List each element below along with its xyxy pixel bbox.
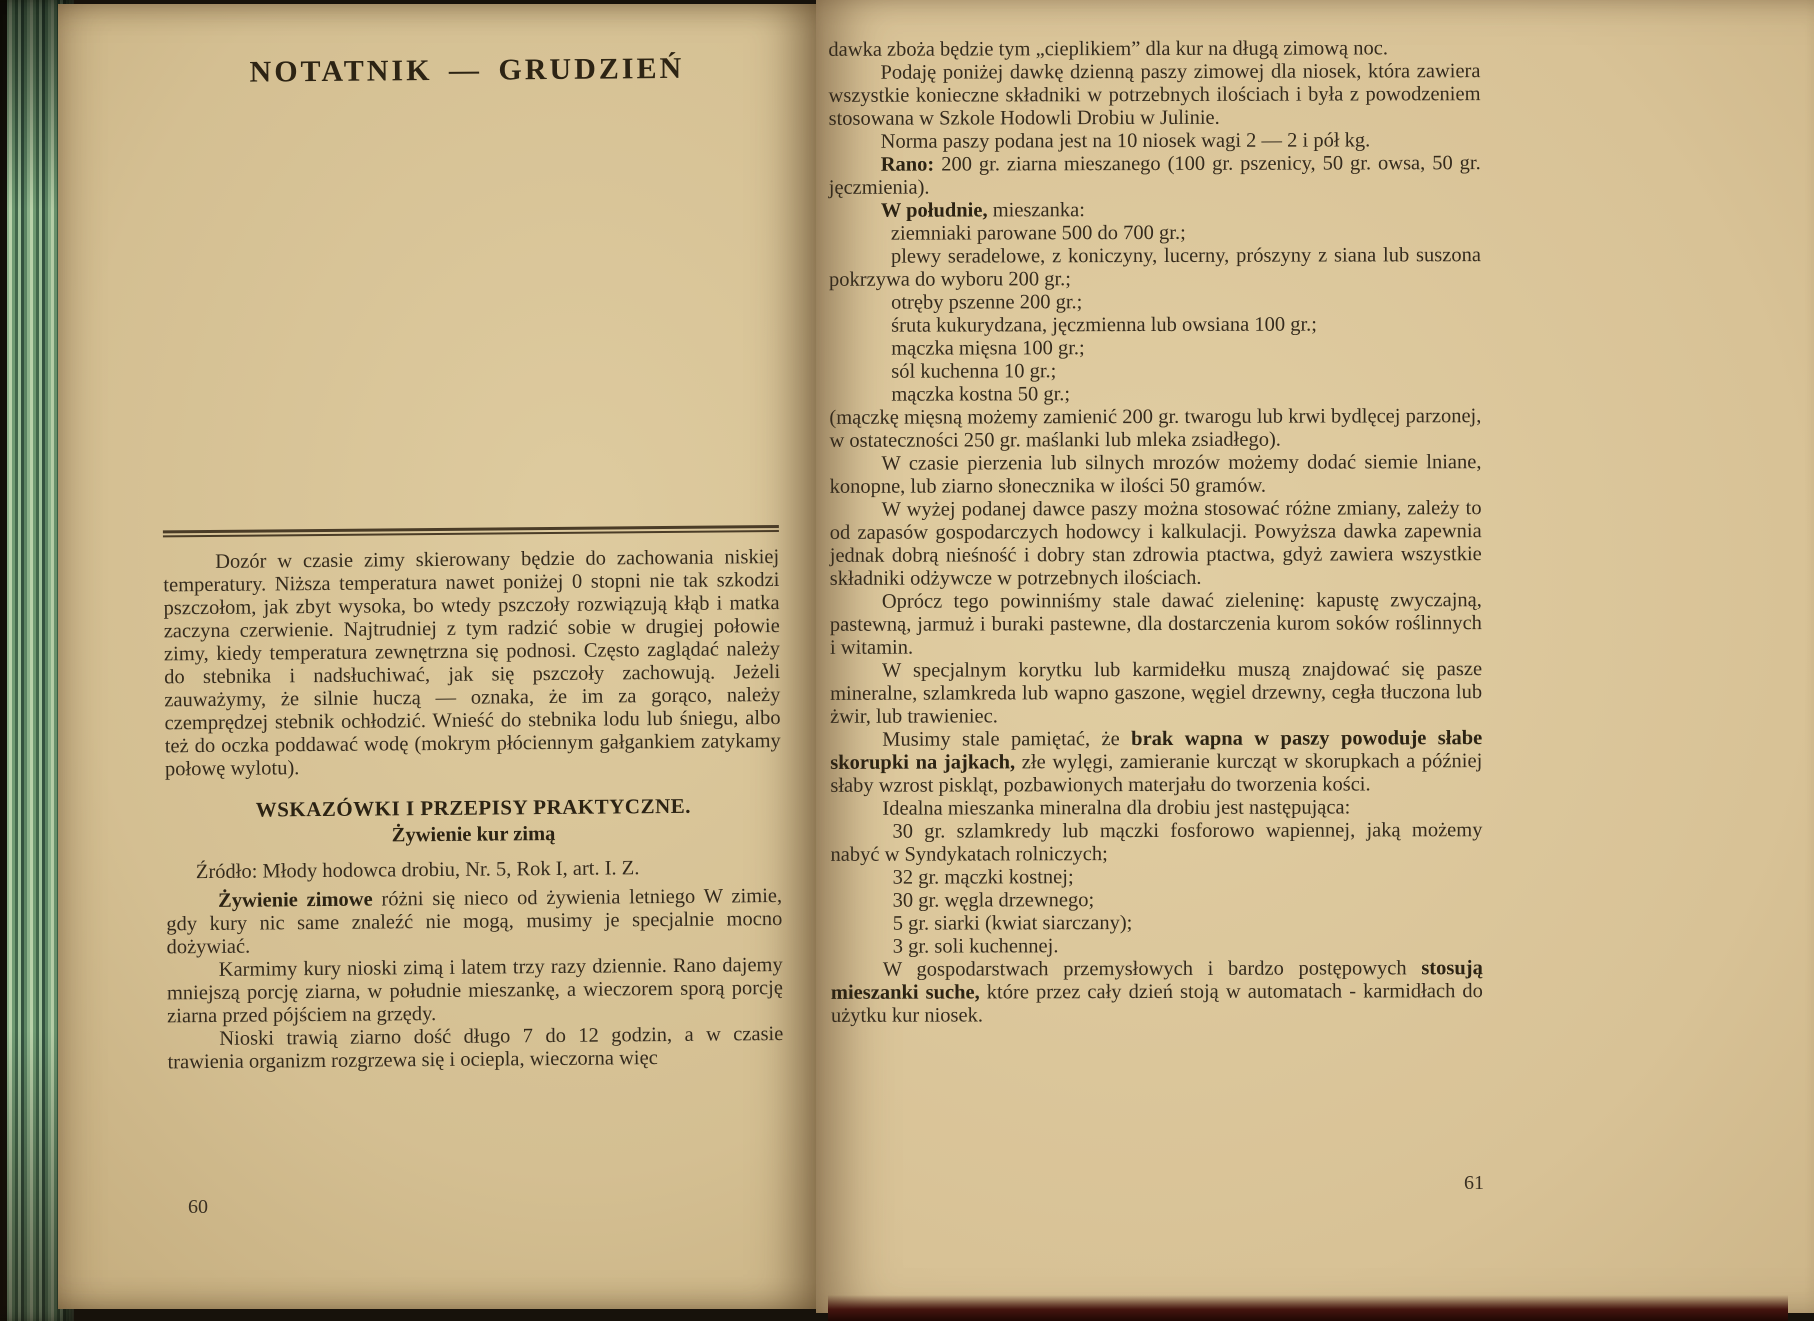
section-heading: WSKAZÓWKI I PRZEPISY PRAKTYCZNE.	[255, 793, 692, 822]
list-item: ziemniaki parowane 500 do 700 gr.;	[890, 221, 1186, 245]
paragraph: Rano: 200 gr. ziarna mieszanego (100 gr. pszenicy, 50 gr. owsa, 50 gr. jęczmienia).	[828, 152, 1481, 199]
sub-heading: Żywienie kur zimą	[391, 822, 556, 847]
paragraph: Dozór w czasie zimy skierowany będzie do zachowania niskiej temperatury. Niższa temperatura nawet poniżej 0 stopni nie tak szkodzi pszczołom, jak zbyt wysoka, bo wtedy pszczoły rozwiązują kłąb i matka zaczyna czerwienie. Najtrudniej z tym radzić sobie w drugiej połowie zimy, kiedy temperatura zewnętrzna się podnosi. Często zaglądać należy do stebnika i nadsłuchiwać, jak się pszczoły zachowują. Jeżeli zauważymy, że silnie huczą — oznaka, że im za gorąco, należy czemprędzej stebnik ochłodzić. Wnieść do stebnika lodu lub śniegu, albo też do oczka poddawać wodę (mokrym płóciennym gałgankiem zatykamy połowę wylotu).	[163, 546, 781, 781]
page-number-left: 60	[188, 1196, 208, 1218]
source-line: Źródło: Młody hodowca drobiu, Nr. 5, Rok I, art. I. Z.	[195, 857, 640, 884]
paragraph: dawka zboża będzie tym „cieplikiem” dla kur na długą zimową noc.	[828, 37, 1388, 61]
list-item: mączka kostna 50 gr.;	[891, 383, 1071, 406]
left-page-body	[163, 546, 784, 1074]
list-item: 30 gr. szlamkredy lub mączki fosforowo wapiennej, jaką możemy nabyć w Syndykatach rolniczych;	[830, 819, 1483, 866]
paragraph: W gospodarstwach przemysłowych i bardzo postępowych stosują mieszanki suche, które przez cały dzień stoją w automatach - karmidłach do użytku kur niosek.	[830, 957, 1483, 1027]
list-item: 30 gr. węgla drzewnego;	[892, 889, 1095, 912]
left-page	[58, 4, 816, 1309]
paragraph: Oprócz tego powinniśmy stale dawać zieleninę: kapustę zwyczajną, pastewną, jarmuż i buraki pastewne, dla dostarczenia kurom soków roślinnych i witamin.	[829, 589, 1482, 659]
blank-area	[159, 85, 779, 530]
page-title: NOTATNIK — GRUDZIEŃ	[249, 51, 685, 89]
cover-shadow	[828, 1295, 1788, 1321]
paragraph: Żywienie zimowe różni się nieco od żywienia letniego W zimie, gdy kury nic same znaleźć nie mogą, musimy je specjalnie mocno dożywiać.	[166, 884, 783, 959]
paragraph: Idealna mieszanka mineralna dla drobiu jest następująca:	[882, 796, 1351, 820]
list-item: plewy seradelowe, z koniczyny, lucerny, prószyny z siana lub suszona pokrzywa do wyboru 200 gr.;	[828, 244, 1481, 291]
list-item: 5 gr. siarki (kwiat siarczany);	[892, 912, 1133, 935]
list-item: śruta kukurydzana, jęczmienna lub owsiana 100 gr.;	[891, 313, 1317, 337]
list-item: 32 gr. mączki kostnej;	[892, 866, 1074, 889]
paragraph: Musimy stale pamiętać, że brak wapna w paszy powoduje słabe skorupki na jajkach, złe wylęgi, zamieranie kurcząt w skorupkach a później słaby wzrost piskląt, pozbawionych materjału do tworzenia kości.	[830, 727, 1483, 797]
list-item: otręby pszenne 200 gr.;	[891, 291, 1083, 314]
list-item: sól kuchenna 10 gr.;	[891, 360, 1057, 383]
right-page-body	[828, 37, 1483, 1028]
paragraph: W południe, mieszanka:	[880, 199, 1085, 222]
list-item: 3 gr. soli kuchennej.	[892, 935, 1059, 958]
page-number-right: 61	[1464, 1172, 1484, 1194]
right-page	[816, 0, 1814, 1313]
right-page-content	[814, 0, 1483, 1314]
paragraph: Podaję poniżej dawkę dzienną paszy zimowej dla niosek, która zawiera wszystkie konieczne składniki w potrzebnych ilościach i była z powodzeniem stosowana w Szkole Hodowli Drobiu w Julinie.	[828, 60, 1481, 130]
paragraph: Karmimy kury nioski zimą i latem trzy razy dziennie. Rano dajemy mniejszą porcję ziarna, w południe mieszankę, a wieczorem sporą porcję ziarna przed pójściem na grzędy.	[166, 953, 784, 1028]
left-page-content	[52, 1, 821, 1313]
paragraph: (mączkę mięsną możemy zamienić 200 gr. twarogu lub krwi bydlęcej parzonej, w ostateczności 250 gr. maślanki lub mleka zsiadłego).	[829, 405, 1482, 452]
paragraph: W czasie pierzenia lub silnych mrozów możemy dodać siemie lniane, konopne, lub ziarno słonecznika w ilości 50 gramów.	[829, 451, 1482, 498]
paragraph: Nioski trawią ziarno dość długo 7 do 12 godzin, a w czasie trawienia organizm rozgrzewa się i ociepla, wieczorna więc	[167, 1022, 784, 1074]
paragraph: W wyżej podanej dawce paszy można stosować różne zmiany, zależy to od zapasów gospodarczych hodowcy i kalkulacji. Powyższa dawka zapewnia jednak dobrą nieśność i dobry stan zdrowia ptactwa, gdyż zawiera wszystkie składniki odżywcze w potrzebnych ilościach.	[829, 497, 1482, 590]
paragraph: W specjalnym korytku lub karmidełku muszą znajdować się pasze mineralne, szlamkreda lub wapno gaszone, węgiel drzewny, cegła tłuczona lub żwir, lub trawieniec.	[830, 658, 1483, 728]
paragraph: Norma paszy podana jest na 10 niosek wagi 2 — 2 i pół kg.	[880, 129, 1371, 153]
list-item: mączka mięsna 100 gr.;	[891, 337, 1085, 360]
